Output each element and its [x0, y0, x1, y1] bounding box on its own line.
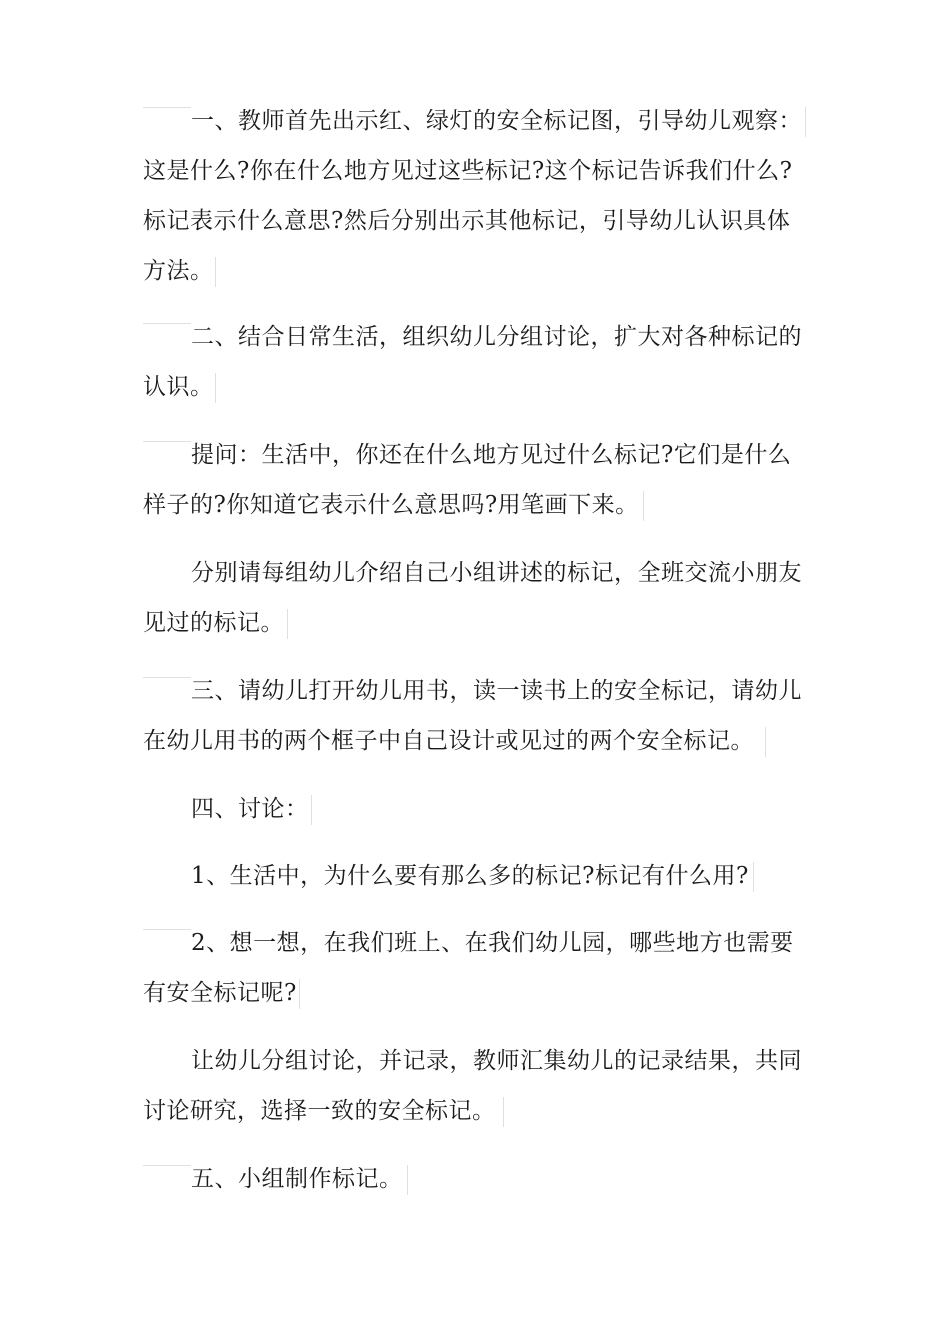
- paragraph-6-line-1: 四、讨论：: [191, 796, 309, 822]
- paragraph-9: [143, 1036, 815, 1136]
- edit-mark-line: [765, 727, 766, 757]
- paragraph-1-line-3: 标记表示什么意思?然后分别出示其他标记，引导幼儿认识具体: [143, 208, 791, 234]
- edit-mark-line: [143, 323, 191, 324]
- paragraph-1-line-4: 方法。: [143, 258, 214, 284]
- edit-mark-line: [407, 1165, 408, 1195]
- edit-mark-line: [643, 491, 644, 521]
- edit-mark-line: [805, 107, 806, 137]
- paragraph-10: [143, 1154, 815, 1204]
- paragraph-3-line-2: 样子的?你知道它表示什么意思吗?用笔画下来。: [143, 492, 639, 518]
- paragraph-7-line-1: 1、生活中，为什么要有那么多的标记?标记有什么用?: [191, 863, 749, 889]
- edit-mark-line: [299, 979, 300, 1009]
- paragraph-3-line-1: 提问：生活中，你还在什么地方见过什么标记?它们是什么: [191, 442, 792, 468]
- paragraph-1-line-1: 一、教师首先出示红、绿灯的安全标记图，引导幼儿观察：: [191, 108, 802, 134]
- paragraph-8: [143, 918, 815, 1018]
- edit-mark-line: [753, 862, 754, 892]
- paragraph-5-line-2: 在幼儿用书的两个框子中自己设计或见过的两个安全标记。: [143, 728, 754, 754]
- edit-mark-line: [215, 373, 216, 403]
- edit-mark-line: [143, 677, 191, 678]
- paragraph-4: [143, 548, 815, 648]
- paragraph-8-line-2: 有安全标记呢?: [143, 980, 297, 1006]
- paragraph-2: [143, 312, 815, 412]
- edit-mark-line: [287, 609, 288, 639]
- paragraph-4-line-1: 分别请每组幼儿介绍自己小组讲述的标记，全班交流小朋友: [191, 560, 802, 586]
- paragraph-9-line-2: 讨论研究，选择一致的安全标记。: [143, 1098, 496, 1124]
- edit-mark-line: [215, 257, 216, 287]
- paragraph-3: [143, 430, 815, 530]
- paragraph-6: [143, 784, 815, 834]
- edit-mark-line: [143, 1165, 191, 1166]
- paragraph-8-line-1: 2、想一想，在我们班上、在我们幼儿园，哪些地方也需要: [191, 930, 794, 956]
- paragraph-2-line-2: 认识。: [143, 374, 214, 400]
- edit-mark-line: [143, 107, 191, 108]
- paragraph-10-line-1: 五、小组制作标记。: [191, 1166, 403, 1192]
- paragraph-5: [143, 666, 815, 766]
- edit-mark-line: [143, 441, 191, 442]
- paragraph-7: [143, 851, 815, 901]
- paragraph-4-line-2: 见过的标记。: [143, 610, 284, 636]
- paragraph-2-line-1: 二、结合日常生活，组织幼儿分组讨论，扩大对各种标记的: [191, 324, 802, 350]
- paragraph-1-line-2: 这是什么?你在什么地方见过这些标记?这个标记告诉我们什么?: [143, 158, 793, 184]
- paragraph-5-line-1: 三、请幼儿打开幼儿用书，读一读书上的安全标记，请幼儿: [191, 678, 802, 704]
- edit-mark-line: [143, 929, 191, 930]
- paragraph-9-line-1: 让幼儿分组讨论，并记录，教师汇集幼儿的记录结果，共同: [191, 1048, 802, 1074]
- paragraph-1: [143, 96, 815, 296]
- edit-mark-line: [311, 795, 312, 825]
- edit-mark-line: [503, 1097, 504, 1127]
